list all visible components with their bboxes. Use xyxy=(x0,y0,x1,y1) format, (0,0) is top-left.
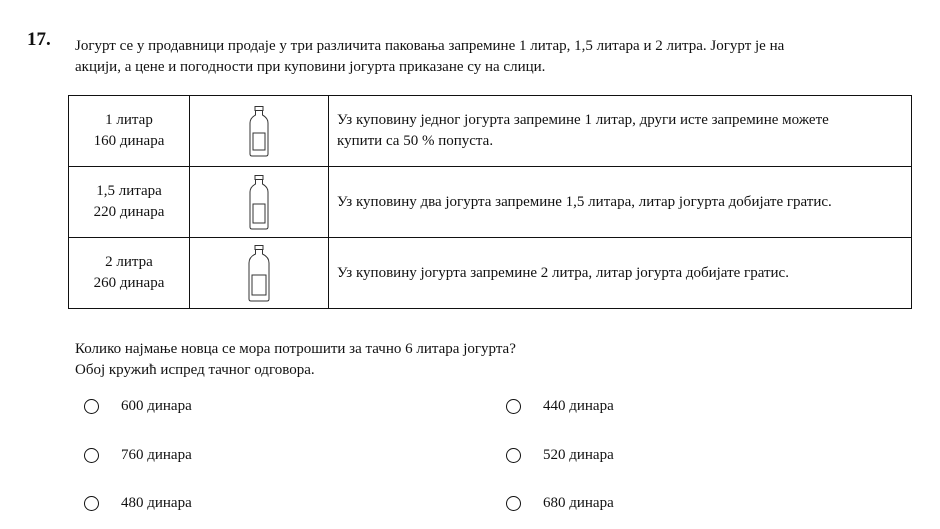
offer-row-1-5l xyxy=(69,167,912,238)
yogurt-bottle-medium-icon xyxy=(248,174,270,230)
question-number: 17. xyxy=(27,29,51,50)
radio-circle-icon[interactable] xyxy=(506,496,521,511)
offer-description-line: Уз куповину једног јогурта запремине 1 литар, други исте запремине можете xyxy=(337,112,829,128)
offer-description xyxy=(329,167,912,238)
offer-description xyxy=(329,96,912,167)
radio-circle-icon[interactable] xyxy=(84,448,99,463)
prompt-line: Колико најмање новца се мора потрошити за тачно 6 литара јогурта? xyxy=(75,341,516,357)
offer-price: 160 динара xyxy=(93,133,165,149)
offer-price-cell xyxy=(69,238,190,309)
answer-label: 440 динара xyxy=(543,398,614,414)
offer-price: 260 динара xyxy=(93,275,165,291)
answer-label: 480 динара xyxy=(121,495,192,511)
radio-circle-icon[interactable] xyxy=(84,399,99,414)
offer-description-line: купити са 50 % попуста. xyxy=(337,133,494,149)
yogurt-bottle-large-icon xyxy=(247,244,271,302)
offer-price: 220 динара xyxy=(93,204,165,220)
offer-description xyxy=(329,238,912,309)
offer-volume: 1 литар xyxy=(105,112,153,128)
answer-option[interactable] xyxy=(506,495,614,512)
radio-circle-icon[interactable] xyxy=(506,399,521,414)
intro-line: акцији, а цене и погодности при куповини јогурта приказане су на слици. xyxy=(75,59,546,75)
offer-description-line: Уз куповину јогурта запремине 2 литра, литар јогурта добијате гратис. xyxy=(337,264,789,281)
radio-circle-icon[interactable] xyxy=(506,448,521,463)
offers-table xyxy=(68,95,912,309)
question-intro xyxy=(75,36,925,78)
offer-price-cell xyxy=(69,96,190,167)
offer-row-2l xyxy=(69,238,912,309)
offer-volume: 2 литра xyxy=(105,254,153,270)
question-prompt xyxy=(75,339,516,381)
answer-option[interactable] xyxy=(84,495,192,512)
yogurt-bottle-small-icon xyxy=(248,105,270,157)
offer-row-1l xyxy=(69,96,912,167)
offer-description-line: Уз куповину два јогурта запремине 1,5 литара, литар јогурта добијате гратис. xyxy=(337,193,832,210)
radio-circle-icon[interactable] xyxy=(84,496,99,511)
offer-volume: 1,5 литара xyxy=(96,183,162,199)
offer-image-cell xyxy=(190,238,329,309)
answer-label: 760 динара xyxy=(121,447,192,463)
answer-option[interactable] xyxy=(84,447,192,464)
answer-label: 600 динара xyxy=(121,398,192,414)
offer-image-cell xyxy=(190,167,329,238)
offer-image-cell xyxy=(190,96,329,167)
intro-line: Јогурт се у продавници продаје у три различита паковања запремине 1 литар, 1,5 литара и 2 литра. Јогурт је на xyxy=(75,38,785,54)
answer-option[interactable] xyxy=(506,447,614,464)
offer-price-cell xyxy=(69,167,190,238)
answer-label: 520 динара xyxy=(543,447,614,463)
answer-option[interactable] xyxy=(506,398,614,415)
answer-option[interactable] xyxy=(84,398,192,415)
answer-label: 680 динара xyxy=(543,495,614,511)
prompt-line: Обој кружић испред тачног одговора. xyxy=(75,362,315,378)
